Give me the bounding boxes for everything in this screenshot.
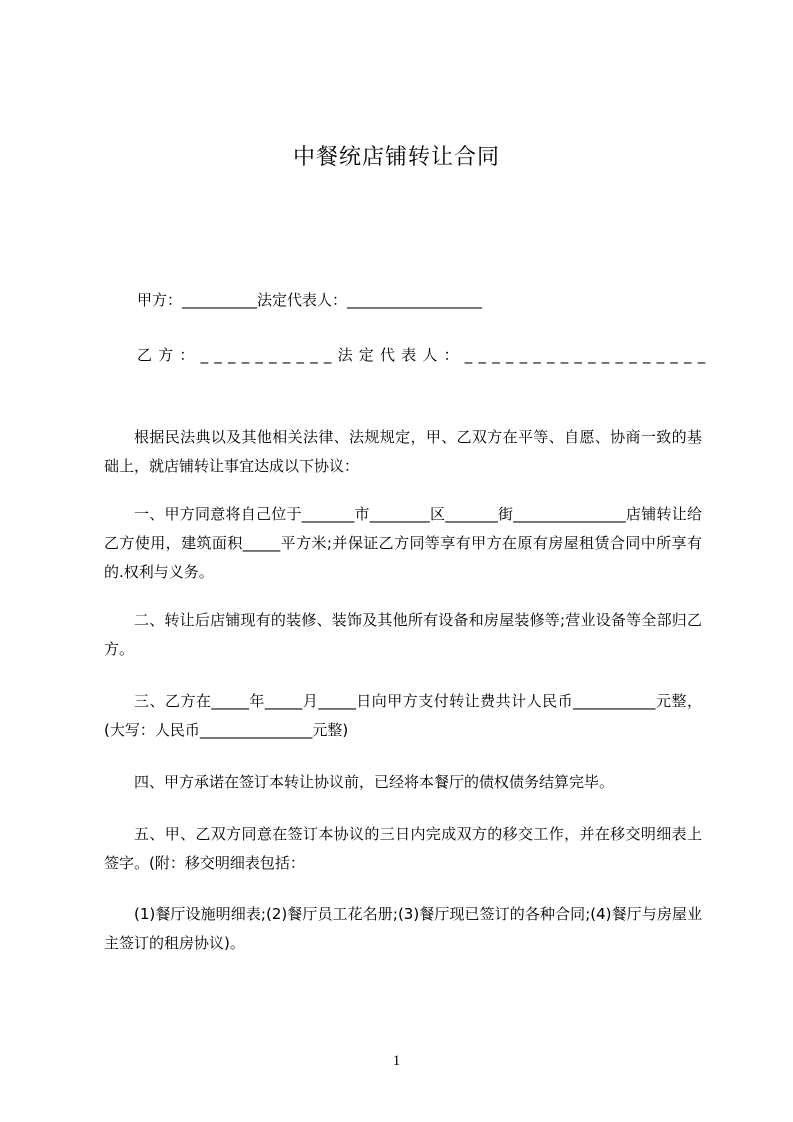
paragraph-attachment-list: (1)餐厅设施明细表;(2)餐厅员工花名册;(3)餐厅现已签订的各种合同;(4)餐厅与房屋业主签订的租房协议)。 [104,905,702,952]
paragraph-clause-5: 五、甲、乙双方同意在签订本协议的三日内完成双方的移交工作，并在移交明细表上签字。(附：移交明细表包括： [104,825,702,872]
paragraph-clause-3: 三、乙方在_____年_____月_____日向甲方支付转让费共计人民币___________元整，(大写：人民币_______________元整) [104,692,702,739]
page-number: 1 [392,1053,401,1069]
paragraph-clause-2: 二、转让后店铺现有的装修、装饰及其他所有设备和房屋装修等;营业设备等全部归乙方。 [104,611,702,658]
party-b-line: 乙方：__________法定代表人：__________________ [137,346,712,364]
paragraph-clause-4: 四、甲方承诺在签订本转让协议前，已经将本餐厅的债权债务结算完毕。 [134,773,615,791]
party-a-line: 甲方：__________法定代表人：__________________ [137,291,483,309]
paragraph-clause-1: 一、甲方同意将自己位于_______市________区_______街_______________店铺转让给乙方使用，建筑面积_____平方米;并保证乙方同等享有甲方在原有房屋租赁合同中所享有的.权利与义务。 [104,505,702,581]
paragraph-preamble: 根据民法典以及其他相关法律、法规规定，甲、乙双方在平等、自愿、协商一致的基础上，就店铺转让事宜达成以下协议： [104,428,702,475]
document-title: 中餐统店铺转让合同 [292,145,500,170]
